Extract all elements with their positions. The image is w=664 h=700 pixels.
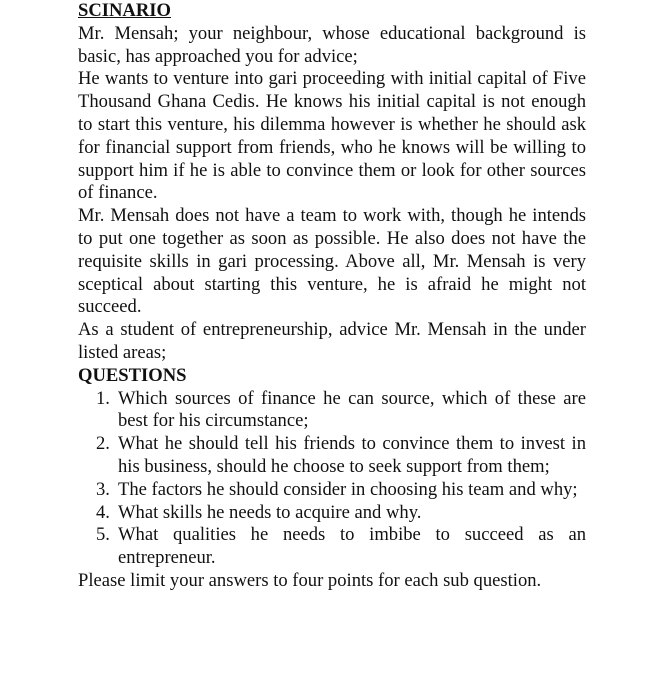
question-item — [96, 433, 586, 479]
question-text: What qualities he needs to imbibe to succeed as an entrepreneur. — [118, 524, 586, 569]
question-text: What he should tell his friends to convince them to invest in his business, should he choose to seek support from them; — [118, 433, 586, 477]
paragraph-venture: He wants to venture into gari proceeding with initial capital of Five Thousand Ghana Cedis. He knows his initial capital is not enough to start this venture, his dilemma however is whether he should ask for financial support from friends, who he knows will be willing to support him if he is able to convince them or look for other sources of finance. — [78, 68, 586, 204]
question-number: 3. — [96, 478, 110, 500]
paragraph-team: Mr. Mensah does not have a team to work with, though he intends to put one together as soon as possible. He also does not have the requisite skills in gari processing. Above all, Mr. Mensah is very sceptical about starting this venture, he is afraid he might not succeed. — [78, 205, 586, 318]
question-text: Which sources of finance he can source, which of these are best for his circumstance; — [118, 387, 586, 432]
question-item — [96, 501, 586, 525]
question-item — [96, 387, 586, 434]
question-text: The factors he should consider in choosing his team and why; — [118, 478, 578, 500]
question-number: 4. — [96, 501, 110, 523]
paragraph-intro: Mr. Mensah; your neighbour, whose educational background is basic, has approached you for advice; — [78, 22, 586, 67]
closing-instruction: Please limit your answers to four points for each sub question. — [78, 569, 542, 591]
question-item — [96, 478, 586, 502]
paragraph-advice: As a student of entrepreneurship, advice Mr. Mensah in the under listed areas; — [78, 319, 586, 363]
question-item — [96, 524, 586, 570]
question-text: What skills he needs to acquire and why. — [118, 501, 422, 523]
document-body — [78, 0, 586, 593]
scenario-title: SCINARIO — [78, 0, 171, 21]
questions-list — [78, 388, 586, 570]
question-number: 5. — [96, 524, 110, 546]
questions-heading: QUESTIONS — [78, 364, 187, 386]
question-number: 2. — [96, 433, 110, 455]
question-number: 1. — [96, 387, 110, 409]
